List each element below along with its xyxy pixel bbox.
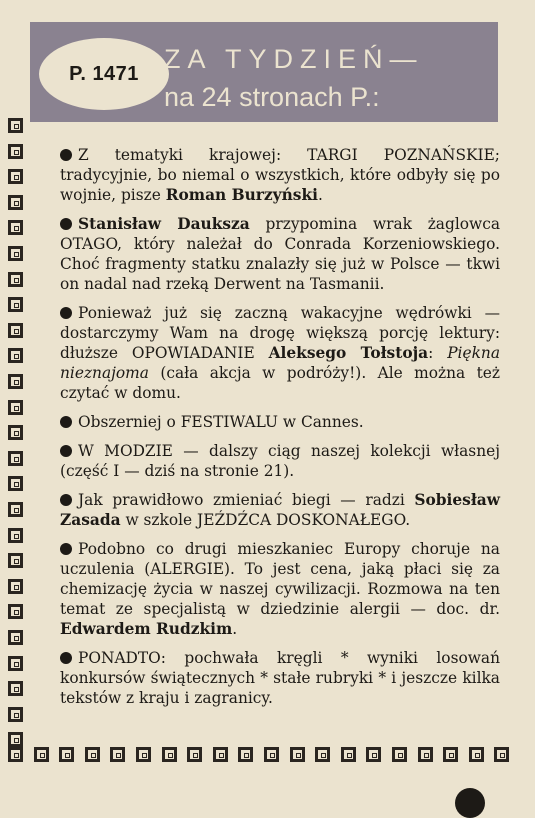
corner-mark xyxy=(455,788,485,818)
bullet-icon xyxy=(60,652,72,664)
border-square xyxy=(8,732,23,747)
border-square xyxy=(341,747,356,762)
border-square xyxy=(264,747,279,762)
border-square xyxy=(8,374,23,389)
article-text: . xyxy=(317,186,323,204)
bullet-icon xyxy=(60,307,72,319)
border-square xyxy=(8,400,23,415)
border-square xyxy=(8,323,23,338)
border-square xyxy=(8,425,23,440)
article-text: Jak prawidłowo zmieniać biegi — radzi xyxy=(78,491,415,509)
header-band xyxy=(30,22,498,122)
border-square xyxy=(8,707,23,722)
author-name: Sobiesław Zasada xyxy=(60,491,500,529)
article-item xyxy=(60,539,500,639)
border-square xyxy=(34,747,49,762)
author-name: Roman Burzyński xyxy=(165,186,318,204)
article-item xyxy=(60,412,500,432)
author-name: Edwardem Rudzkim xyxy=(60,620,233,638)
bullet-icon xyxy=(60,543,72,555)
border-square xyxy=(8,169,23,184)
border-square xyxy=(8,502,23,517)
header-title-line2: na 24 stronach P.: xyxy=(164,82,380,112)
article-item xyxy=(60,648,500,708)
border-square xyxy=(8,144,23,159)
author-name: Stanisław Dauksza xyxy=(78,215,250,233)
border-square xyxy=(290,747,305,762)
article-text: Z tematyki krajowej: TARGI POZNAŃSKIE; tradycyjnie, bo niemal o wszystkich, które odbyły się po wojnie, pisze xyxy=(60,146,500,204)
border-square xyxy=(494,747,509,762)
border-square xyxy=(418,747,433,762)
border-square xyxy=(187,747,202,762)
bullet-icon xyxy=(60,149,72,161)
border-square xyxy=(366,747,381,762)
border-square xyxy=(443,747,458,762)
border-square xyxy=(469,747,484,762)
border-square xyxy=(8,579,23,594)
article-text: Obszerniej o FESTIWALU w Cannes. xyxy=(78,413,364,431)
article-list xyxy=(60,145,500,717)
border-square xyxy=(8,118,23,133)
border-square xyxy=(110,747,125,762)
border-square xyxy=(8,348,23,363)
article-item xyxy=(60,145,500,205)
article-text: (cała akcja w podróży!). Ale można też czytać w domu. xyxy=(60,364,500,402)
border-square xyxy=(8,681,23,696)
article-text: PONADTO: pochwała kręgli * wyniki losowań konkursów świątecznych * stałe rubryki * i jeszcze kilka tekstów z kraju i zagranicy. xyxy=(60,649,500,707)
border-square xyxy=(85,747,100,762)
bullet-icon xyxy=(60,218,72,230)
border-square xyxy=(213,747,228,762)
border-square xyxy=(238,747,253,762)
bullet-icon xyxy=(60,416,72,428)
border-square xyxy=(8,451,23,466)
border-square xyxy=(8,630,23,645)
article-text: Ponieważ już się zaczną wakacyjne wędrówki — dostarczymy Wam na drogę większą porcję lektury: dłuższe OPOWIADANIE xyxy=(60,304,500,362)
article-text: w szkole JEŹDŹCA DOSKONAŁEGO. xyxy=(120,511,411,529)
article-item xyxy=(60,214,500,294)
border-square xyxy=(8,656,23,671)
title-italic: Piękna nieznajoma xyxy=(60,344,501,382)
article-text: : xyxy=(428,344,448,362)
article-item xyxy=(60,441,500,481)
border-square xyxy=(8,272,23,287)
article-item xyxy=(60,490,500,530)
border-square xyxy=(8,246,23,261)
issue-logo xyxy=(39,38,169,110)
bullet-icon xyxy=(60,494,72,506)
border-square xyxy=(136,747,151,762)
article-text: Podobno co drugi mieszkaniec Europy choruje na uczulenia (ALERGIE). To jest cena, jaką płaci się za chemizację życia w naszej cywilizacji. Rozmowa na ten temat ze specjalistą w dziedzinie alergii — doc. dr. xyxy=(60,540,500,618)
article-text: przypomina wrak żaglowca OTAGO, który należał do Conrada Korzeniowskiego. Choć fragmenty statku znalazły się już w Polsce — tkwi on nadal nad rzeką Derwent na Tasmanii. xyxy=(60,215,500,293)
border-square xyxy=(8,528,23,543)
issue-number: P. 1471 xyxy=(69,62,139,85)
border-square xyxy=(162,747,177,762)
author-name: Aleksego Tołstoja xyxy=(268,344,429,362)
header-title-line1: ZA TYDZIEŃ— xyxy=(164,44,424,74)
border-square xyxy=(8,195,23,210)
border-square xyxy=(8,220,23,235)
border-square xyxy=(8,297,23,312)
border-square xyxy=(315,747,330,762)
border-square xyxy=(8,747,23,762)
article-text: . xyxy=(232,620,238,638)
border-square xyxy=(8,553,23,568)
border-square xyxy=(8,476,23,491)
article-text: W MODZIE — dalszy ciąg naszej kolekcji własnej (część I — dziś na stronie 21). xyxy=(60,442,500,480)
border-square xyxy=(392,747,407,762)
article-item xyxy=(60,303,500,403)
bullet-icon xyxy=(60,445,72,457)
border-square xyxy=(8,604,23,619)
border-square xyxy=(59,747,74,762)
